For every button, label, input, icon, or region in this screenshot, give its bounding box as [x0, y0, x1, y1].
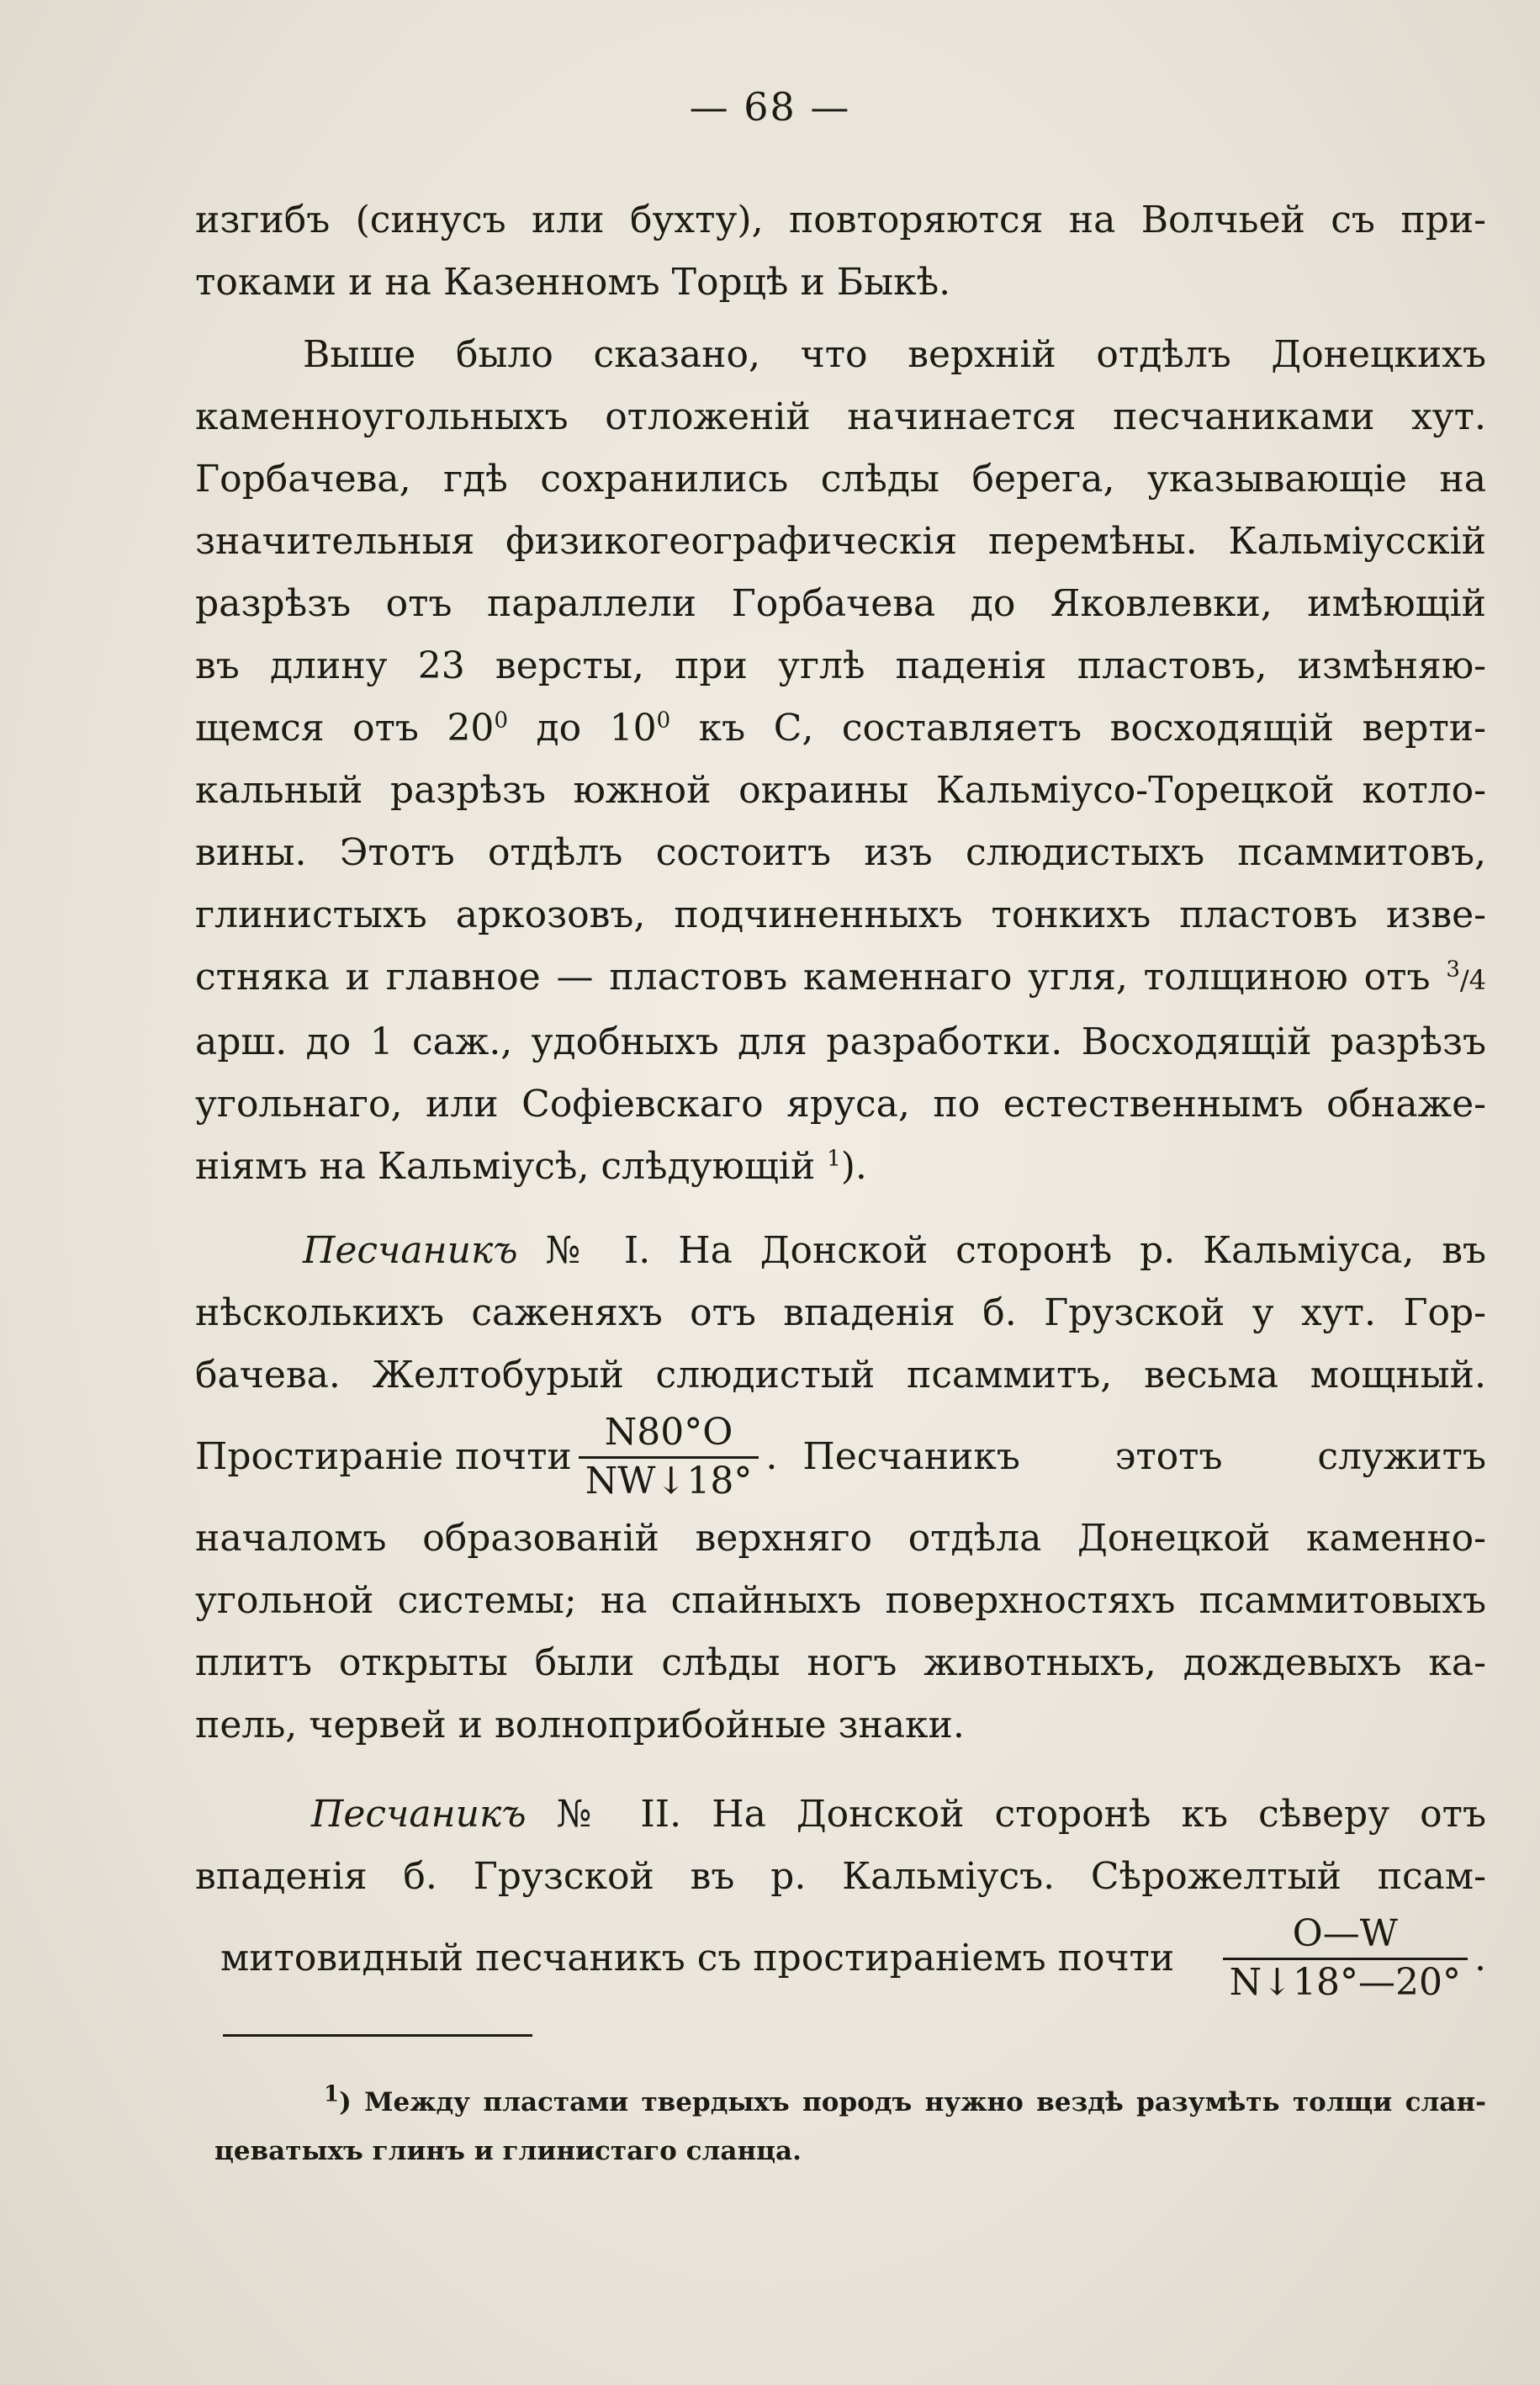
- text-line: нѣсколькихъ саженяхъ отъ впаденія б. Грузской у хут. Гор-: [195, 1291, 1486, 1334]
- text-line: значительныя физикогеографическія перемѣны. Кальміусскій: [195, 520, 1486, 563]
- paragraph-1: [195, 189, 1486, 314]
- run-in-heading: Песчаникъ: [311, 1793, 527, 1836]
- text-line-with-heading: [195, 1220, 1486, 1282]
- text-line: впаденія б. Грузской въ р. Кальміусъ. Сѣрожелтый псам-: [195, 1855, 1486, 1898]
- strike-label: Простираніе почти: [195, 1435, 572, 1478]
- text-line: въ длину 23 версты, при углѣ паденія пластовъ, измѣняю-: [195, 644, 1486, 687]
- text-line-with-fraction: [195, 946, 1486, 1011]
- fraction-numerator: N80°O: [579, 1412, 759, 1459]
- strike-fraction-group: $\frac{N80^\circ O}{NW↓18^\circ}$ .: [572, 1412, 778, 1503]
- text-segment: ).: [840, 1145, 867, 1188]
- footnote-line: [214, 2078, 1486, 2127]
- fraction-denominator: NW↓18°: [585, 1459, 753, 1503]
- text-line: Горбачева, гдѣ сохранились слѣды берега, указывающіе на: [195, 458, 1486, 501]
- fraction-denominator: /4: [1459, 964, 1486, 996]
- text-segment: до 10: [507, 707, 657, 750]
- text-line-with-degrees: [195, 697, 1486, 760]
- fraction-denominator: N↓18°—20°: [1229, 1960, 1461, 2004]
- text-line: угольной системы; на спайныхъ поверхностяхъ псаммитовыхъ: [195, 1579, 1486, 1622]
- strike-fraction: [579, 1412, 759, 1503]
- strike-line: [195, 1407, 1486, 1508]
- text-line: угольнаго, или Софіевскаго яруса, по естественнымъ обнаже-: [195, 1083, 1486, 1126]
- text-line-with-heading: [195, 1783, 1486, 1846]
- text-line: началомъ образованій верхняго отдѣла Донецкой каменно-: [195, 1517, 1486, 1560]
- paragraph-4: [195, 1783, 1486, 2009]
- text-segment: щемся отъ 20: [195, 707, 495, 750]
- text-segment: митовидный песчаникъ съ простираніемъ почти: [220, 1937, 1175, 1980]
- text-segment: № I. На Донской сторонѣ р. Кальміуса, въ: [517, 1229, 1486, 1272]
- degree-sign: 0: [656, 708, 671, 734]
- text-segment: № II. На Донской сторонѣ къ сѣверу отъ: [526, 1793, 1486, 1836]
- text-line: разрѣзъ отъ параллели Горбачева до Яковлевки, имѣющій: [195, 582, 1486, 625]
- page-number: — 68 —: [689, 84, 851, 130]
- footnote-marker: 1: [324, 2081, 340, 2107]
- text-line: плитъ открыты были слѣды ногъ животныхъ, дождевыхъ ка-: [195, 1641, 1486, 1684]
- text-line: вины. Этотъ отдѣлъ состоитъ изъ слюдистыхъ псаммитовъ,: [195, 831, 1486, 874]
- text-line-with-footnote-ref: [195, 1136, 1486, 1198]
- text-line: арш. до 1 саж., удобныхъ для разработки. Восходящій разрѣзъ: [195, 1020, 1486, 1063]
- degree-sign: 0: [494, 708, 508, 734]
- text-line: Выше было сказано, что верхній отдѣлъ Донецкихъ: [303, 333, 1486, 376]
- footnote-reference: 1: [827, 1146, 841, 1172]
- text-line: токами и на Казенномъ Торцѣ и Быкѣ.: [195, 261, 951, 304]
- run-in-heading: Песчаникъ: [303, 1229, 518, 1272]
- text-segment: ) Между пластами твердыхъ породъ нужно вездѣ разумѣть толщи слан-: [339, 2087, 1486, 2117]
- fraction-numerator: 3: [1446, 957, 1460, 983]
- text-segment: къ С, составляетъ восходящій верти-: [670, 707, 1486, 750]
- footnote: [214, 2078, 1486, 2176]
- text-line: пель, червей и волноприбойные знаки.: [195, 1704, 965, 1746]
- text-segment: Песчаникъ этотъ служитъ: [802, 1435, 1486, 1478]
- text-line: каменноугольныхъ отложеній начинается песчаниками хут.: [195, 395, 1486, 438]
- strike-line: [195, 1908, 1486, 2009]
- strike-fraction-group: $\frac{O—W}{N↓18^\circ—20^\circ}$ .: [1216, 1913, 1486, 2004]
- text-line: бачева. Желтобурый слюдистый псаммитъ, весьма мощный.: [195, 1354, 1486, 1397]
- paragraph-2: [195, 324, 1486, 1198]
- footnote-divider: [223, 2034, 532, 2037]
- paragraph-3: [195, 1220, 1486, 1757]
- text-line: изгибъ (синусъ или бухту), повторяются на Волчьей съ при-: [195, 199, 1486, 241]
- strike-fraction: [1223, 1913, 1468, 2004]
- footnote-line: цеватыхъ глинъ и глинистаго сланца.: [214, 2136, 802, 2166]
- text-line: кальный разрѣзъ южной окраины Кальміусо-Торецкой котло-: [195, 769, 1486, 812]
- text-segment: стняка и главное — пластовъ каменнаго угля, толщиною отъ: [195, 956, 1447, 999]
- fraction-numerator: O—W: [1223, 1913, 1468, 1960]
- text-segment: ніямъ на Кальміусѣ, слѣдующій: [195, 1145, 828, 1188]
- text-line: глинистыхъ аркозовъ, подчиненныхъ тонкихъ пластовъ изве-: [195, 893, 1486, 936]
